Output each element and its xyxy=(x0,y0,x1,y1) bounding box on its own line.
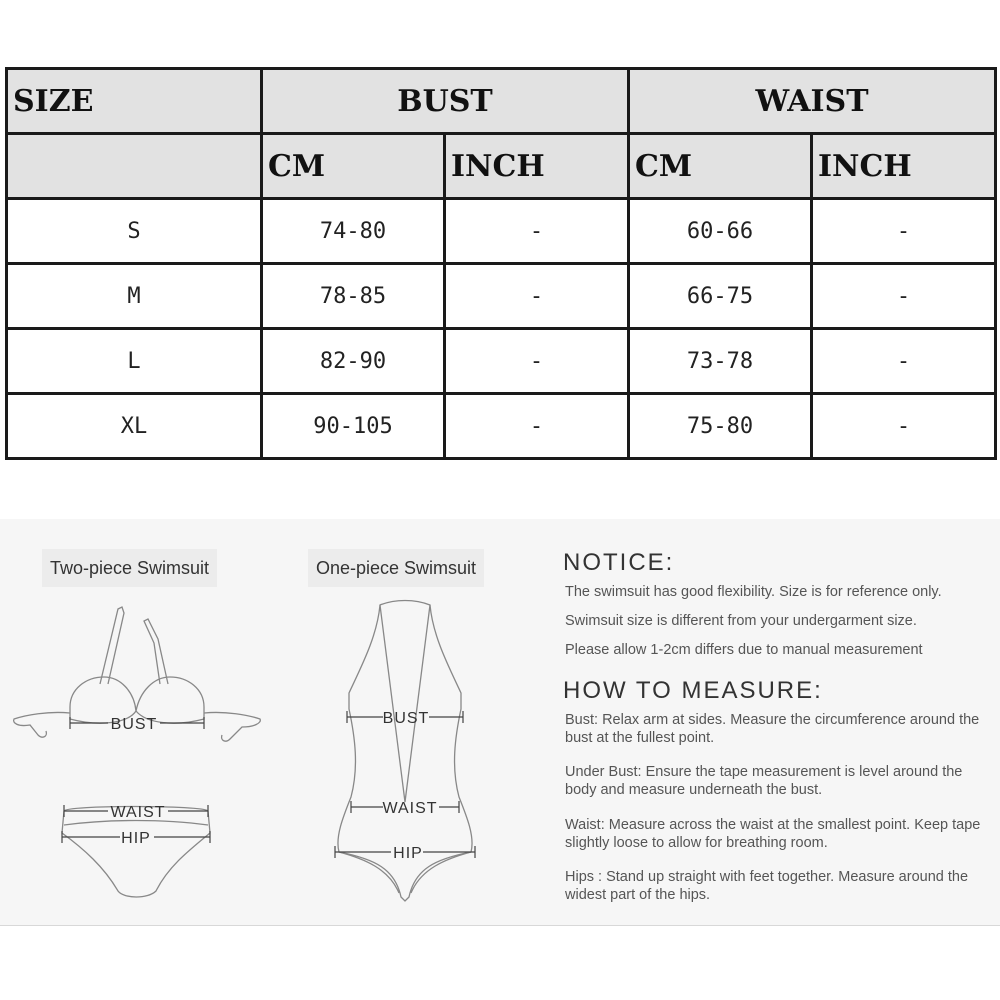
bust-header: BUST xyxy=(262,69,629,134)
waist-cm-cell: 75-80 xyxy=(629,394,812,459)
bust-inch-header: INCH xyxy=(445,134,629,199)
size-cell: M xyxy=(7,264,262,329)
bust-inch-cell: - xyxy=(445,394,629,459)
waist-inch-cell: - xyxy=(812,199,996,264)
table-subheader-row xyxy=(7,134,996,199)
one-piece-title: One-piece Swimsuit xyxy=(308,549,484,587)
two-piece-diagram xyxy=(8,599,268,909)
waist-cm-cell: 66-75 xyxy=(629,264,812,329)
table-header-row xyxy=(7,69,996,134)
table-crop-mask xyxy=(0,475,1000,505)
notice-line: The swimsuit has good flexibility. Size is for reference only. xyxy=(565,584,942,600)
notice-title: NOTICE: xyxy=(563,549,675,576)
bust-inch-cell: - xyxy=(445,329,629,394)
table-row xyxy=(7,329,996,394)
notice-line: Swimsuit size is different from your undergarment size. xyxy=(565,613,917,629)
measure-instruction-hips: Hips : Stand up straight with feet together. Measure around the widest part of the hips. xyxy=(565,869,969,903)
waist-inch-cell: - xyxy=(812,329,996,394)
waist-cm-cell: 73-78 xyxy=(629,329,812,394)
table-row xyxy=(7,264,996,329)
measurement-guide-panel xyxy=(0,519,1000,926)
two-piece-bust-label: BUST xyxy=(110,716,158,733)
one-piece-diagram xyxy=(325,597,485,917)
waist-inch-cell: - xyxy=(812,394,996,459)
bust-cm-cell: 78-85 xyxy=(262,264,445,329)
waist-header: WAIST xyxy=(629,69,996,134)
size-cell: L xyxy=(7,329,262,394)
size-chart-table xyxy=(5,67,997,460)
table-row xyxy=(7,394,996,459)
measure-instruction-under-bust: Under Bust: Ensure the tape measurement is level around the body and measure underneath the bust. xyxy=(565,764,963,798)
waist-cm-cell: 60-66 xyxy=(629,199,812,264)
one-piece-waist-label: WAIST xyxy=(382,800,438,817)
bust-cm-cell: 74-80 xyxy=(262,199,445,264)
size-cell: S xyxy=(7,199,262,264)
bust-cm-cell: 82-90 xyxy=(262,329,445,394)
bust-inch-cell: - xyxy=(445,199,629,264)
waist-inch-cell: - xyxy=(812,264,996,329)
bust-inch-cell: - xyxy=(445,264,629,329)
notice-line: Please allow 1-2cm differs due to manual measurement xyxy=(565,642,923,658)
size-cell: XL xyxy=(7,394,262,459)
two-piece-title: Two-piece Swimsuit xyxy=(42,549,217,587)
two-piece-illustration xyxy=(8,599,268,909)
waist-cm-header: CM xyxy=(629,134,812,199)
size-subheader-empty xyxy=(7,134,262,199)
measure-instruction-waist: Waist: Measure across the waist at the smallest point. Keep tape slightly loose to allow for breathing room. xyxy=(565,817,981,851)
measure-instruction-bust: Bust: Relax arm at sides. Measure the circumference around the bust at the fullest point. xyxy=(565,712,980,746)
table-row xyxy=(7,199,996,264)
waist-inch-header: INCH xyxy=(812,134,996,199)
two-piece-hip-label: HIP xyxy=(121,830,151,847)
one-piece-bust-label: BUST xyxy=(382,710,430,727)
bust-cm-header: CM xyxy=(262,134,445,199)
size-header: SIZE xyxy=(7,69,262,134)
two-piece-waist-label: WAIST xyxy=(110,804,166,821)
how-to-measure-title: HOW TO MEASURE: xyxy=(563,677,823,704)
bust-cm-cell: 90-105 xyxy=(262,394,445,459)
one-piece-hip-label: HIP xyxy=(393,845,423,862)
one-piece-illustration xyxy=(325,597,485,917)
